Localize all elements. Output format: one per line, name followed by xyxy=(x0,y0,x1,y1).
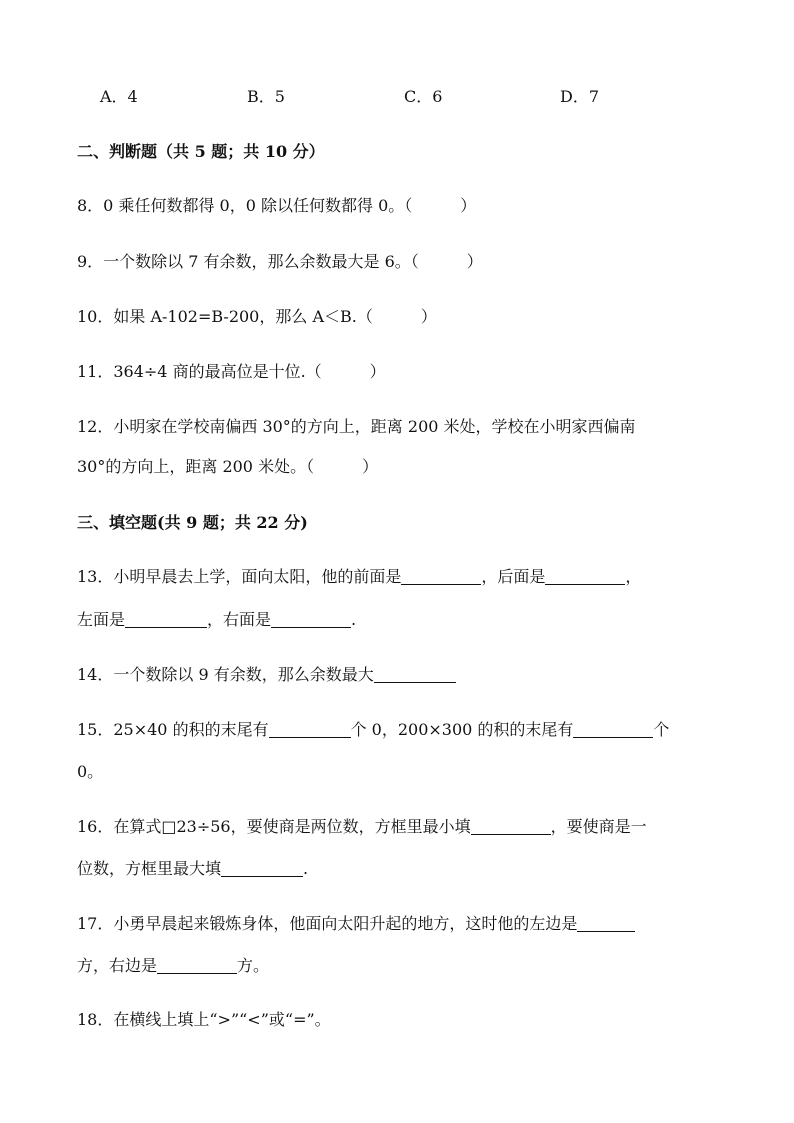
question-15-line-1 xyxy=(77,720,669,740)
question-16-line-1 xyxy=(77,817,647,837)
answer-blank[interactable] xyxy=(401,568,481,585)
q13-text-c: ， xyxy=(625,567,642,586)
q13-text-f: . xyxy=(351,610,357,629)
answer-blank[interactable] xyxy=(374,666,456,683)
q17-text-b: 方，右边是 xyxy=(77,956,158,975)
question-14 xyxy=(77,665,456,685)
answer-blank[interactable] xyxy=(573,721,653,738)
q13-text-b: ，后面是 xyxy=(481,567,546,586)
q13-text-a: 13．小明早晨去上学，面向太阳，他的前面是 xyxy=(77,567,402,586)
answer-blank[interactable] xyxy=(125,611,207,628)
section-3-title: 三、填空题(共 9 题；共 22 分) xyxy=(77,513,308,532)
question-10: 10．如果 A-102=B-200，那么 A＜B.（ ） xyxy=(77,307,437,326)
question-18: 18．在横线上填上“>”“<”或“=”。 xyxy=(77,1010,331,1029)
answer-blank[interactable] xyxy=(577,915,635,932)
q15-text-c: 个 xyxy=(653,720,670,739)
question-17-line-1 xyxy=(77,914,635,934)
section-2-title: 二、判断题（共 5 题；共 10 分） xyxy=(77,142,325,161)
question-8: 8．0 乘任何数都得 0，0 除以任何数都得 0。（ ） xyxy=(77,196,477,215)
question-12-line-2: 30°的方向上，距离 200 米处。（ ） xyxy=(77,457,379,476)
q14-text: 14．一个数除以 9 有余数，那么余数最大 xyxy=(77,665,374,684)
question-9: 9．一个数除以 7 有余数，那么余数最大是 6。（ ） xyxy=(77,252,483,271)
question-15-line-2: 0。 xyxy=(77,762,104,781)
q15-text-a: 15．25×40 的积的末尾有 xyxy=(77,720,269,739)
option-b: B．5 xyxy=(247,87,285,106)
answer-blank[interactable] xyxy=(545,568,625,585)
q17-text-c: 方。 xyxy=(237,956,270,975)
option-c: C．6 xyxy=(404,87,443,106)
q16-text-d: . xyxy=(303,859,309,878)
answer-blank[interactable] xyxy=(271,611,351,628)
q16-text-a: 16．在算式□23÷56，要使商是两位数，方框里最小填 xyxy=(77,817,471,836)
option-d: D．7 xyxy=(560,87,600,106)
answer-blank[interactable] xyxy=(471,818,551,835)
question-11: 11．364÷4 商的最高位是十位.（ ） xyxy=(77,362,386,381)
answer-blank[interactable] xyxy=(157,957,237,974)
q16-text-b: ，要使商是一 xyxy=(550,817,647,836)
question-13-line-1 xyxy=(77,567,641,587)
answer-blank[interactable] xyxy=(221,860,303,877)
q16-text-c: 位数，方框里最大填 xyxy=(77,859,222,878)
q15-text-b: 个 0，200×300 的积的末尾有 xyxy=(350,720,574,739)
q13-text-d: 左面是 xyxy=(77,610,126,629)
answer-blank[interactable] xyxy=(269,721,351,738)
q13-text-e: ，右面是 xyxy=(207,610,272,629)
question-13-line-2 xyxy=(77,610,356,630)
q17-text-a: 17．小勇早晨起来锻炼身体，他面向太阳升起的地方，这时他的左边是 xyxy=(77,914,578,933)
question-12-line-1: 12．小明家在学校南偏西 30°的方向上，距离 200 米处，学校在小明家西偏南 xyxy=(77,417,636,436)
option-a: A．4 xyxy=(100,87,138,106)
question-16-line-2 xyxy=(77,859,308,879)
question-17-line-2 xyxy=(77,956,269,976)
